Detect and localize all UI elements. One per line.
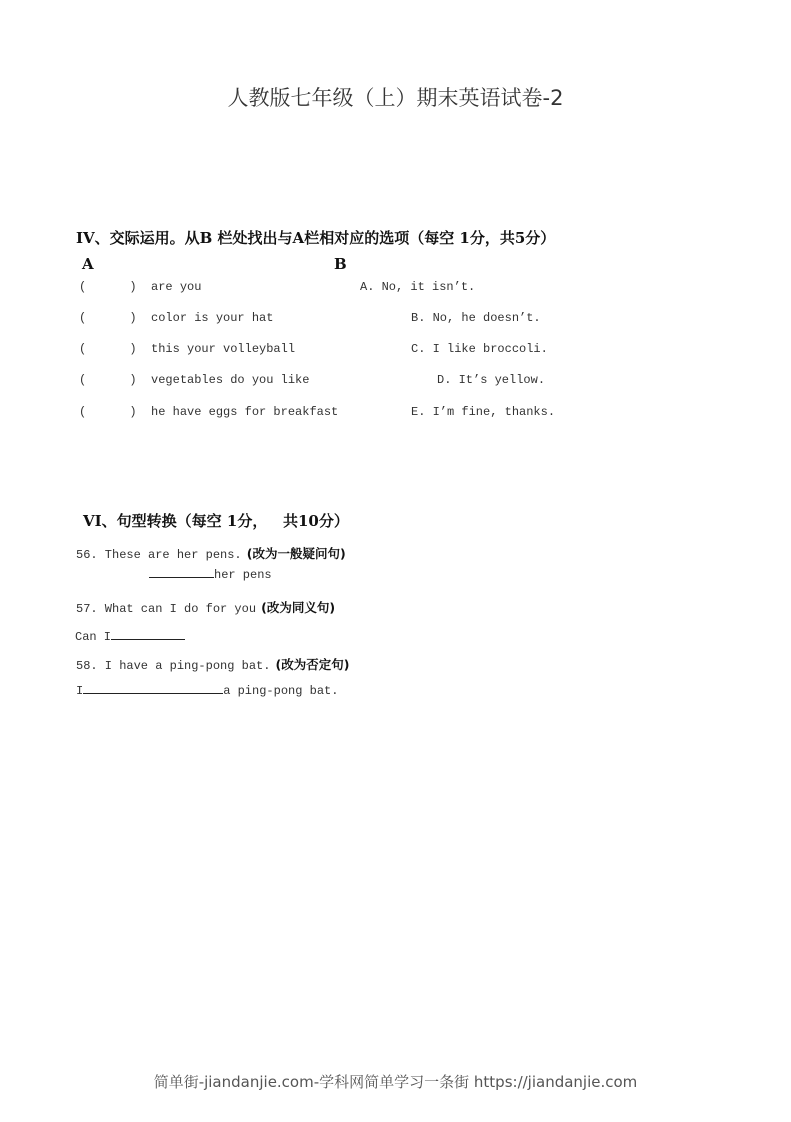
question-58 — [76, 654, 349, 673]
answer-56 — [149, 565, 272, 582]
footer-watermark: 简单街-jiandanjie.com-学科网简单学习一条街 https://jiandanjie.com — [153, 1073, 638, 1091]
question-hint: (改为否定句) — [275, 657, 350, 672]
b-item: B. No, he doesn’t. — [411, 311, 541, 325]
question-hint: (改为同义句) — [261, 600, 336, 615]
question-text: 57. What can I do for you — [76, 602, 257, 616]
a-item: ( ) this your volleyball — [79, 342, 296, 356]
question-57 — [76, 597, 335, 616]
answer-text: her pens — [214, 568, 272, 582]
answer-58 — [76, 681, 338, 698]
column-a-label: A — [82, 255, 94, 273]
answer-blank[interactable] — [111, 627, 185, 640]
a-item: ( ) color is your hat — [79, 311, 274, 325]
answer-text: a ping-pong bat. — [223, 684, 339, 698]
section6-heading: VI、句型转换（每空 1分， 共10分） — [83, 512, 349, 530]
column-b-label: B — [334, 255, 347, 273]
question-text: 56. These are her pens. — [76, 548, 242, 562]
a-item: ( ) are you — [79, 280, 202, 294]
answer-57 — [75, 627, 185, 644]
b-item: E. I’m fine, thanks. — [411, 405, 556, 419]
question-56 — [76, 543, 346, 562]
answer-text: I — [76, 684, 84, 698]
question-hint: (改为一般疑问句) — [246, 546, 346, 561]
a-item: ( ) he have eggs for breakfast — [79, 405, 339, 419]
section4-heading: IV、交际运用。从B 栏处找出与A栏相对应的选项（每空 1分，共5分） — [76, 229, 556, 247]
answer-blank[interactable] — [83, 681, 223, 694]
question-text: 58. I have a ping-pong bat. — [76, 659, 271, 673]
a-item: ( ) vegetables do you like — [79, 373, 310, 387]
answer-text: Can I — [75, 630, 112, 644]
page-title: 人教版七年级（上）期末英语试卷-2 — [227, 86, 564, 110]
b-item: D. It’s yellow. — [437, 373, 546, 387]
answer-blank[interactable] — [149, 565, 214, 578]
b-item: A. No, it isn’t. — [360, 280, 476, 294]
b-item: C. I like broccoli. — [411, 342, 548, 356]
